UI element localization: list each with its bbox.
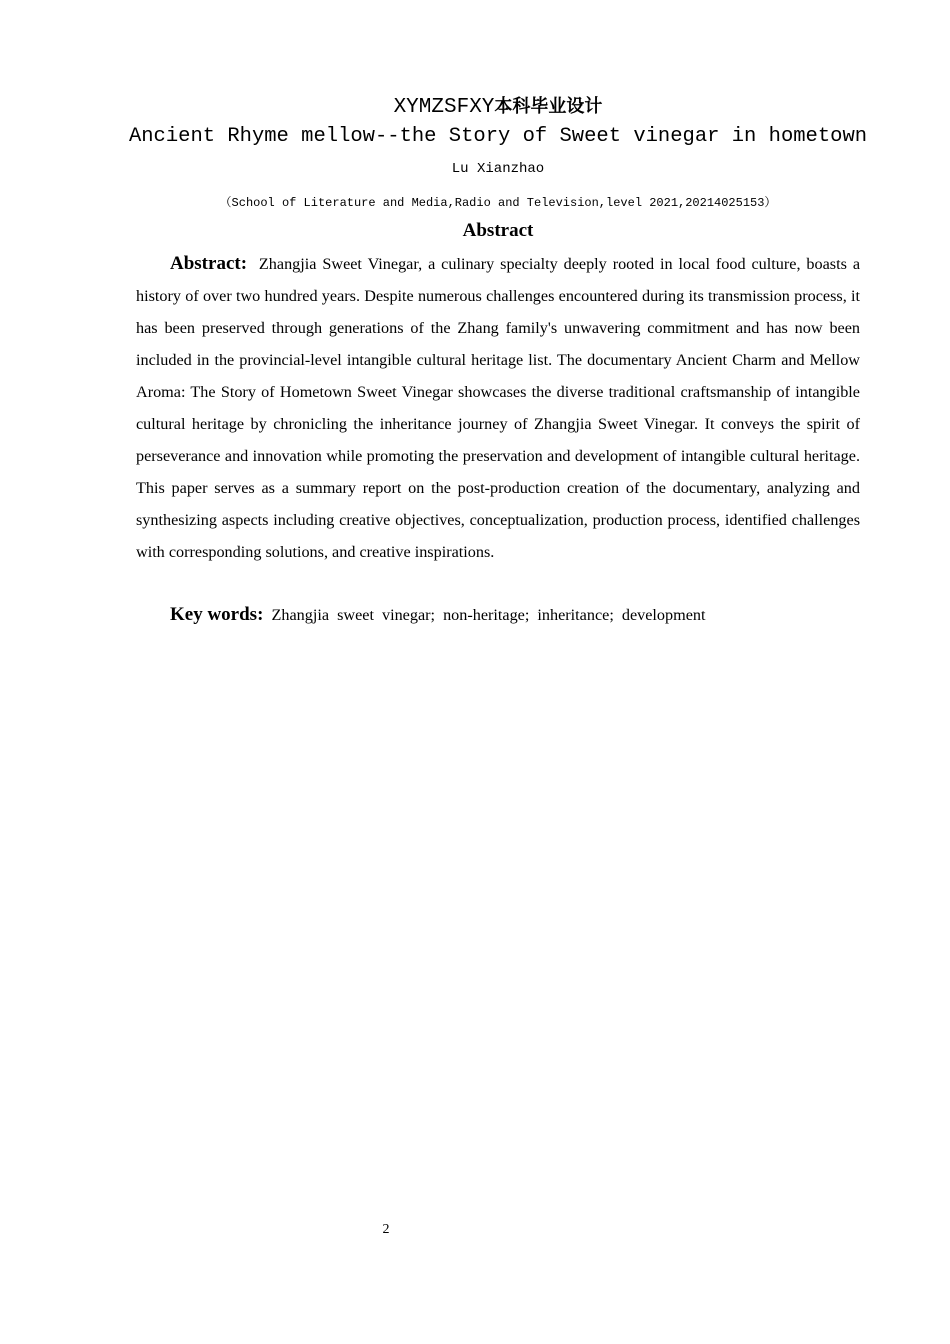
thesis-title: Ancient Rhyme mellow--the Story of Sweet vinegar in hometown — [128, 125, 868, 148]
author-affiliation: （School of Literature and Media,Radio and Television,level 2021,20214025153） — [219, 196, 777, 210]
thesis-header — [0, 92, 950, 119]
author-name: Lu Xianzhao — [451, 161, 545, 177]
keywords-line — [170, 599, 860, 631]
page-number: 2 — [382, 1222, 390, 1237]
abstract-label: Abstract: — [170, 253, 248, 274]
school-code: XYMZSFXY — [393, 96, 495, 119]
keywords-label: Key words: — [170, 604, 264, 625]
abstract-paragraph — [136, 248, 860, 568]
abstract-text: Zhangjia Sweet Vinegar, a culinary specialty deeply rooted in local food culture, boasts a history of over two hundred years. Despite numerous challenges encountered during its transmission process, it has been preserved through generations of the Zhang family's unwavering commitment and has now been included in the provincial-level intangible cultural heritage list. The documentary Ancient Charm and Mellow Aroma: The Story of Hometown Sweet Vinegar showcases the diverse traditional craftsmanship of intangible cultural heritage by chronicling the inheritance journey of Zhangjia Sweet Vinegar. It conveys the spirit of perseverance and innovation while promoting the preservation and development of intangible cultural heritage. This paper serves as a summary report on the post-production creation of the documentary, analyzing and synthesizing aspects including creative objectives, conceptualization, production process, identified challenges with corresponding solutions, and creative inspirations. — [136, 255, 861, 561]
abstract-heading: Abstract — [462, 220, 534, 241]
thesis-type: 本科毕业设计 — [494, 96, 603, 117]
keywords-text: Zhangjia sweet vinegar; non-heritage; inheritance; development — [271, 606, 706, 624]
